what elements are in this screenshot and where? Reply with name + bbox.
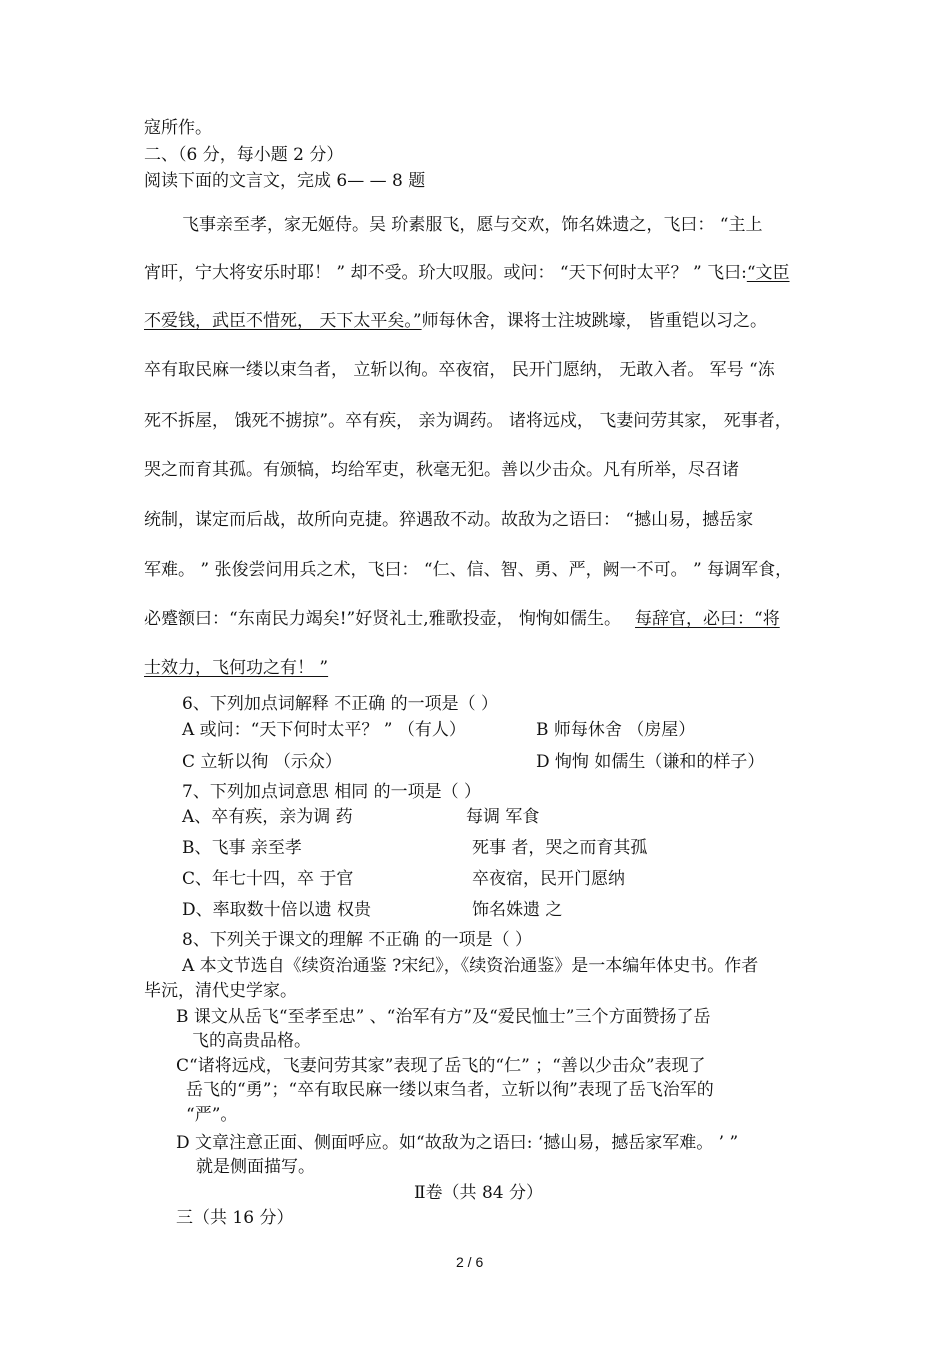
passage-text: 宵旰，宁大将安乐时耶！ ” 却不受。玠大叹服。或问： “天下何时太平？ ” 飞曰:	[144, 263, 747, 283]
option-8a: A 本文节选自《续资治通鉴 ?宋纪》，《续资治通鉴》是一本编年体史书。作者	[182, 956, 759, 976]
option-8b-cont: 飞的高贵品格。	[192, 1031, 311, 1051]
volume-heading: Ⅱ卷（共 84 分）	[414, 1183, 543, 1203]
page-number: 2 / 6	[456, 1254, 484, 1270]
section-heading: 二、（6 分，每小题 2 分）	[144, 145, 344, 165]
passage-line: 哭之而育其孤。有颁犒，均给军吏，秋毫无犯。善以少击众。凡有所举，尽召诸	[144, 460, 739, 480]
question-6: 6、下列加点词解释 不正确 的一项是（ ）	[182, 694, 499, 714]
text-line: 寇所作。	[144, 118, 212, 138]
underlined-text: “文臣	[746, 263, 790, 283]
underlined-text: 士效力，飞何功之有！ ”	[144, 658, 329, 678]
option-8c: C“诸将远戍，飞妻问劳其家”表现了岳飞的“仁” ；“善以少击众”表现了	[176, 1056, 706, 1076]
passage-line	[144, 263, 790, 283]
passage-line	[144, 311, 767, 331]
option-7d-left: D、率取数十倍以遗 权贵	[182, 900, 372, 920]
option-7b-right: 死事 者，哭之而育其孤	[472, 838, 648, 858]
passage-line: 卒有取民麻一缕以束刍者， 立斩以徇。卒夜宿， 民开门愿纳， 无敢入者。 军号 “冻	[144, 360, 775, 380]
option-7c-left: C、年七十四，卒 于官	[182, 869, 354, 889]
passage-line	[144, 609, 780, 629]
passage-text: 必蹙额曰：“东南民力竭矣!”好贤礼士,雅歌投壶， 恂恂如儒生。	[144, 609, 622, 629]
option-7a-right: 每调 军食	[466, 807, 540, 827]
option-8d: D 文章注意正面、侧面呼应。如“故敌为之语曰: ‘撼山易，撼岳家军难。 ’ ”	[176, 1133, 739, 1153]
passage-line: 死不拆屋， 饿死不掳掠”。卒有疾， 亲为调药。 诸将远戍， 飞妻问劳其家， 死事者，	[144, 411, 792, 431]
passage-line: 统制，谋定而后战，故所向克捷。猝遇敌不动。故敌为之语曰： “撼山易，撼岳家	[144, 510, 754, 530]
underlined-text: 不爱钱，武臣不惜死， 天下太平矣。”	[144, 311, 422, 331]
question-8: 8、下列关于课文的理解 不正确 的一项是（ ）	[182, 930, 533, 950]
option-8a-cont: 毕沅，清代史学家。	[144, 981, 297, 1001]
option-7a-left: A、卒有疾，亲为调 药	[182, 807, 353, 827]
option-7b-left: B、飞事 亲至孝	[182, 838, 302, 858]
passage-line: 军难。 ” 张俊尝问用兵之术，飞曰： “仁、信、智、勇、严，阙一不可。 ” 每调军食，	[144, 560, 793, 580]
section-heading: 三（共 16 分）	[176, 1208, 294, 1228]
option-7c-right: 卒夜宿，民开门愿纳	[472, 869, 625, 889]
option-6c: C 立斩以徇 （示众）	[182, 752, 342, 772]
option-6d: D 恂恂 如儒生（谦和的样子）	[536, 752, 765, 772]
passage-line: 飞事亲至孝，家无姬侍。吴 玠素服飞，愿与交欢，饰名姝遗之，飞曰： “主上	[182, 215, 763, 235]
option-8c-cont: 岳飞的“勇”；“卒有取民麻一缕以束刍者，立斩以徇”表现了岳飞治军的	[186, 1080, 714, 1100]
instruction-line: 阅读下面的文言文，完成 6— — 8 题	[144, 171, 426, 191]
option-8d-cont: 就是侧面描写。	[196, 1157, 315, 1177]
underlined-text: 每辞官，必曰：“将	[635, 609, 780, 629]
option-8c-cont: “严”。	[186, 1105, 238, 1125]
passage-text: 师每休舍，课将士注坡跳壕， 皆重铠以习之。	[421, 311, 768, 331]
question-7: 7、下列加点词意思 相同 的一项是（ ）	[182, 782, 482, 802]
option-7d-right: 饰名姝遗 之	[472, 900, 563, 920]
option-8b: B 课文从岳飞“至孝至忠” 、“治军有方”及“爱民恤士”三个方面赞扬了岳	[176, 1007, 711, 1027]
option-6b: B 师每休舍 （房屋）	[536, 720, 696, 740]
option-6a: A 或问：“天下何时太平？ ” （有人）	[182, 720, 466, 740]
